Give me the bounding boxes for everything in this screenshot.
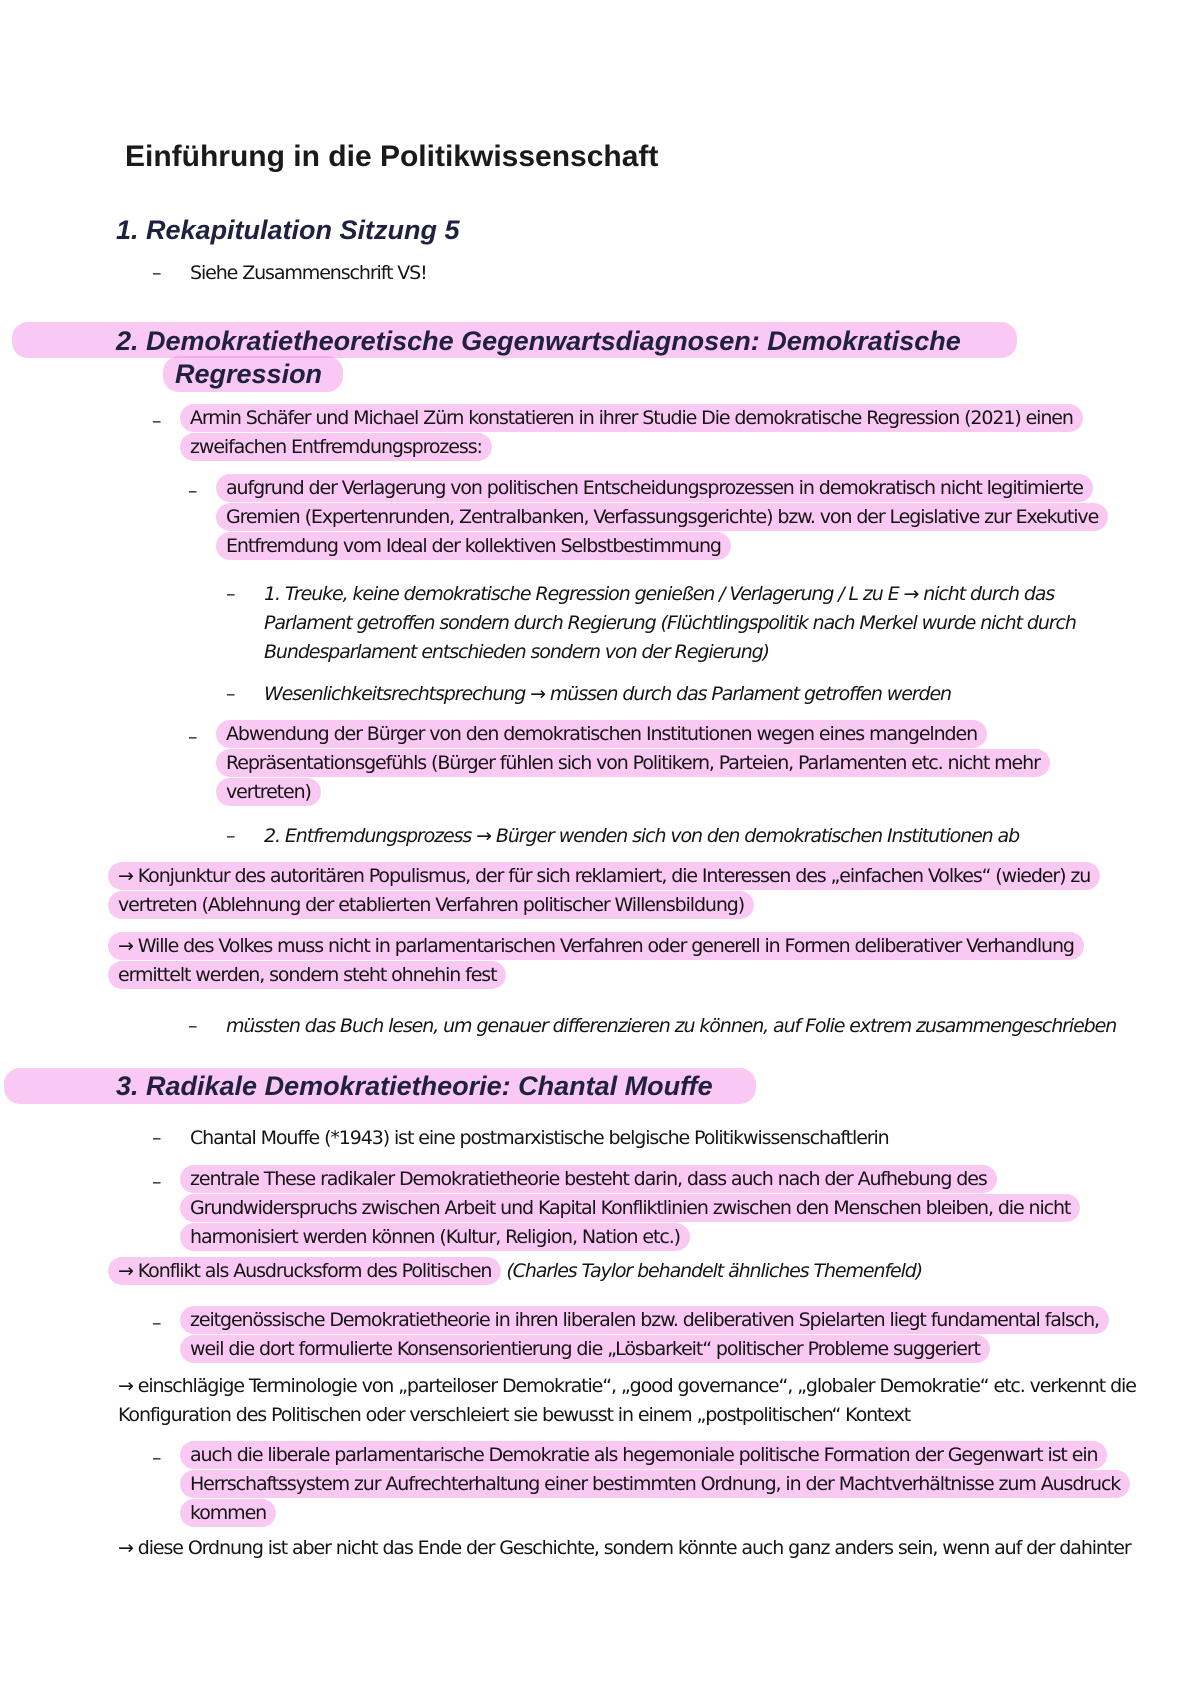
arrow-item: → diese Ordnung ist aber nicht das Ende der Geschichte, sondern könnte auch ganz anders sein, wenn auf der dahinter — [118, 1537, 1131, 1559]
list-item: müssten das Buch lesen, um genauer differenzieren zu können, auf Folie extrem zusammengeschrieben — [226, 1015, 1117, 1037]
list-item: 2. Entfremdungsprozess → Bürger wenden sich von den demokratischen Institutionen ab — [264, 825, 1020, 847]
arrow-item: → Wille des Volkes muss nicht in parlamentarischen Verfahren oder generell in Formen deliberativer Verhandlung ermittelt werden, sondern steht ohnehin fest — [108, 932, 1084, 990]
bullet-dash: – — [152, 262, 162, 284]
bullet-dash: – — [152, 1447, 162, 1469]
section-heading-3: 3. Radikale Demokratietheorie: Chantal Mouffe — [116, 1071, 713, 1101]
list-item: aufgrund der Verlagerung von politischen Entscheidungsprozessen in demokratisch nicht legitimierte Gremien (Expertenrunden, Zentralbanken, Verfassungsgerichte) bzw. von der Legislative zur Exekutive Entfremdung vom Ideal der kollektiven Selbstbestimmung — [216, 474, 1108, 561]
list-item: Armin Schäfer und Michael Zürn konstatieren in ihrer Studie Die demokratische Regression (2021) einen zweifachen Entfremdungsprozess: — [180, 404, 1083, 462]
bullet-dash: – — [152, 1127, 162, 1149]
arrow-item: → einschlägige Terminologie von „parteiloser Demokratie“, „good governance“, „globaler Demokratie“ etc. verkennt die Konfiguration des Politischen oder verschleiert sie bewusst in einem „postpolitischen“ Kontext — [118, 1375, 1136, 1426]
bullet-dash: – — [152, 410, 162, 432]
bullet-dash: – — [188, 1015, 198, 1037]
bullet-dash: – — [226, 583, 236, 605]
bullet-dash: – — [226, 683, 236, 705]
list-item: Abwendung der Bürger von den demokratischen Institutionen wegen eines mangelnden Repräsentationsgefühls (Bürger fühlen sich von Politikern, Parteien, Parlamenten etc. nicht mehr vertreten) — [216, 720, 1050, 807]
list-item: 1. Treuke, keine demokratische Regression genießen / Verlagerung / L zu E → nicht durch das Parlament getroffen sondern durch Regierung (Flüchtlingspolitik nach Merkel wurde nicht durch Bundesparlament entschieden sondern von der Regierung) — [264, 583, 1076, 663]
section-heading-2-cont: Regression — [175, 359, 323, 389]
bullet-dash: – — [226, 825, 236, 847]
list-item: zentrale These radikaler Demokratietheorie besteht darin, dass auch nach der Aufhebung des Grundwiderspruchs zwischen Arbeit und Kapital Konfliktlinien zwischen den Menschen bleiben, die nicht harmonisiert werden können (Kultur, Religion, Nation etc.) — [180, 1165, 1080, 1252]
list-item: Wesenlichkeitsrechtsprechung → müssen durch das Parlament getroffen werden — [264, 683, 951, 705]
document-title: Einführung in die Politikwissenschaft — [125, 140, 659, 173]
arrow-item: → Konflikt als Ausdrucksform des Politischen (Charles Taylor behandelt ähnliches Themenfeld) — [108, 1257, 922, 1286]
list-item: zeitgenössische Demokratietheorie in ihren liberalen bzw. deliberativen Spielarten liegt fundamental falsch, weil die dort formulierte Konsensorientierung die „Lösbarkeit“ politischer Probleme suggeriert — [180, 1306, 1109, 1364]
section-heading-2: 2. Demokratietheoretische Gegenwartsdiagnosen: Demokratische — [116, 326, 961, 356]
list-item: auch die liberale parlamentarische Demokratie als hegemoniale politische Formation der Gegenwart ist ein Herrschaftssystem zur Aufrechterhaltung einer bestimmten Ordnung, in der Machtverhältnisse zum Ausdruck kommen — [180, 1441, 1130, 1528]
bullet-dash: – — [188, 726, 198, 748]
list-item: Chantal Mouffe (*1943) ist eine postmarxistische belgische Politikwissenschaftlerin — [190, 1127, 889, 1149]
arrow-item: → Konjunktur des autoritären Populismus, der für sich reklamiert, die Interessen des „einfachen Volkes“ (wieder) zu vertreten (Ablehnung der etablierten Verfahren politischer Willensbildung) — [108, 862, 1100, 920]
bullet-dash: – — [152, 1312, 162, 1334]
list-item: Siehe Zusammenschrift VS! — [190, 262, 427, 284]
section-heading-1: 1. Rekapitulation Sitzung 5 — [116, 215, 460, 245]
bullet-dash: – — [152, 1171, 162, 1193]
bullet-dash: – — [188, 480, 198, 502]
